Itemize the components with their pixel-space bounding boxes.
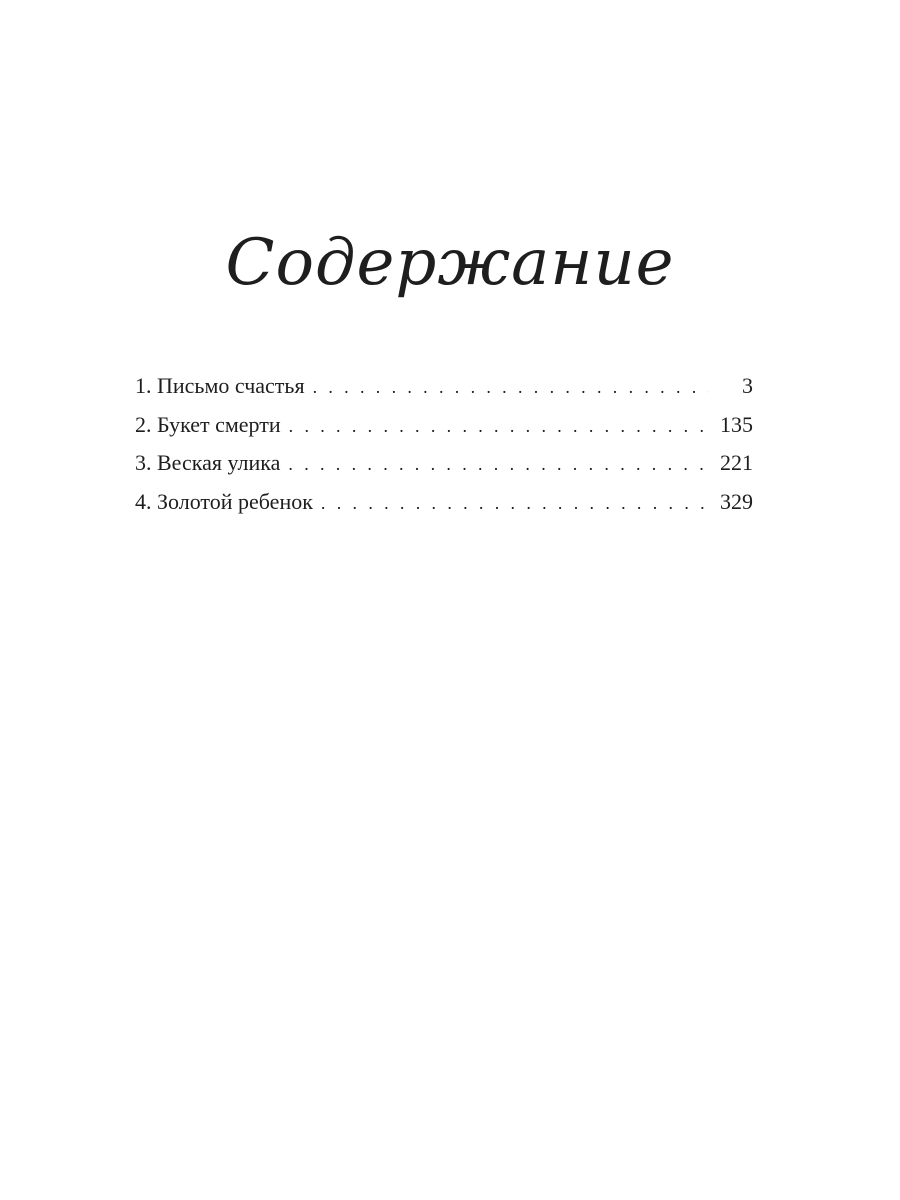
- toc-entry-title: 3. Веская улика: [135, 450, 281, 475]
- toc-entry-title: 4. Золотой ребенок: [135, 488, 313, 514]
- toc-page-number: 3: [742, 373, 753, 398]
- toc-page-number: 135: [720, 411, 753, 437]
- toc-page-number: 221: [720, 450, 753, 475]
- toc-dot-leader: [288, 445, 709, 483]
- toc-dot-leader: [313, 368, 709, 406]
- toc-entry: [135, 483, 753, 522]
- table-of-contents: [135, 367, 753, 521]
- toc-entry-title: 2. Букет смерти: [135, 411, 281, 437]
- toc-dot-leader: [321, 484, 709, 522]
- toc-entry-title: 1. Письмо счастья: [135, 373, 305, 398]
- toc-page-number: 329: [720, 488, 753, 514]
- toc-dot-leader: [289, 407, 709, 445]
- toc-entry: [135, 406, 753, 445]
- page-title: Содержание: [225, 226, 675, 300]
- toc-entry: [135, 444, 753, 483]
- toc-entry: [135, 367, 753, 406]
